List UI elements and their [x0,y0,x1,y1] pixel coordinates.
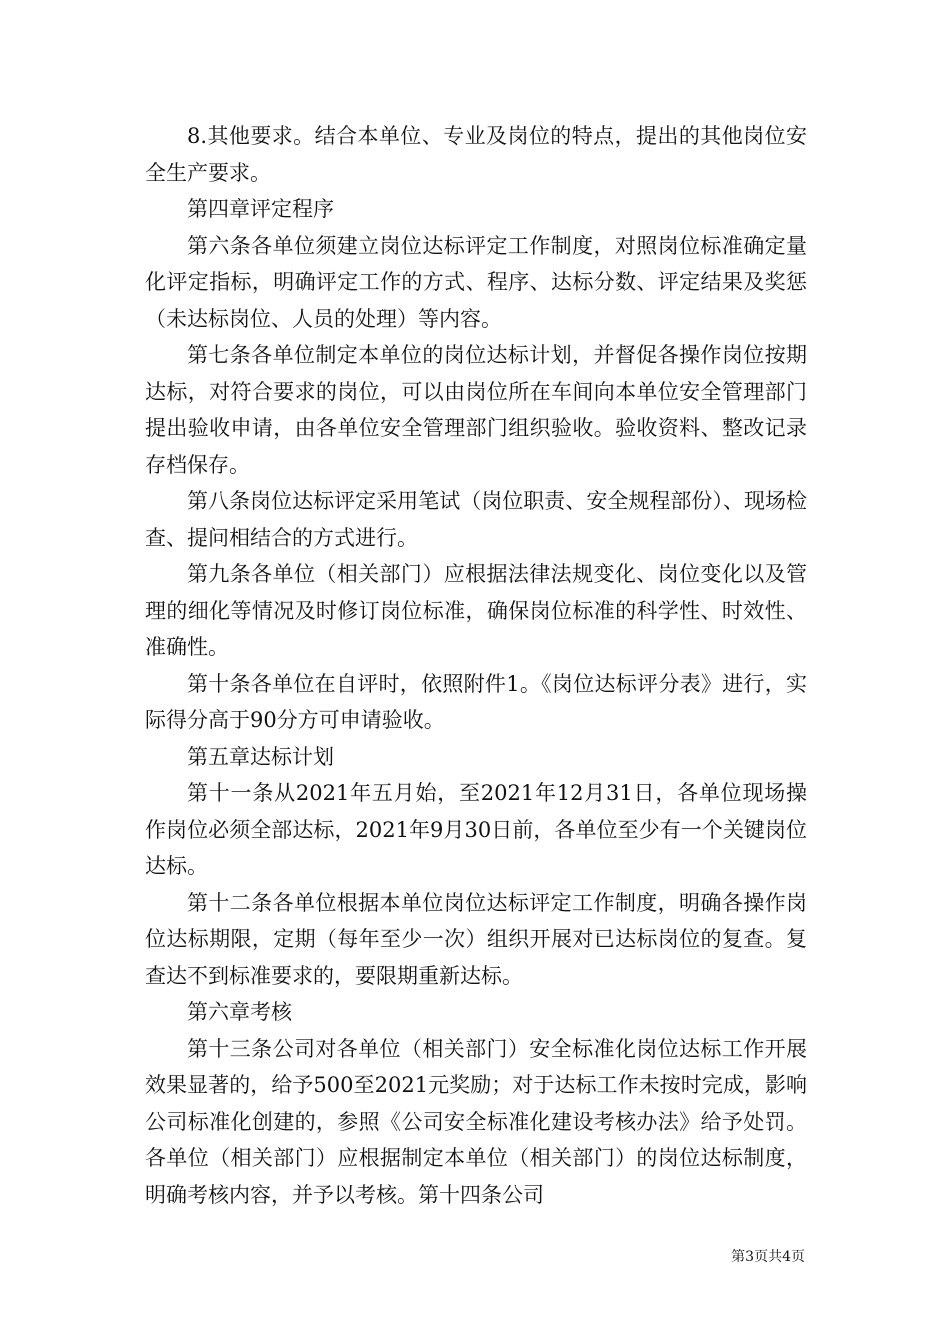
chapter-5-heading: 第五章达标计划 [187,744,334,769]
chapter-6-heading: 第六章考核 [187,1000,292,1024]
article-11-paragraph: 第十一条从2021年五月始，至2021年12月31日，各单位现场操作岗位必须全部达标，2021年9月30日前，各单位至少有一个关键岗位达标。 [145,781,807,878]
article-12-paragraph: 第十二条各单位根据本单位岗位达标评定工作制度，明确各操作岗位达标期限，定期（每年至少一次）组织开展对已达标岗位的复查。复查达不到标准要求的，要限期重新达标。 [145,890,807,988]
paragraph-other-requirements: 8.其他要求。结合本单位、专业及岗位的特点，提出的其他岗位安全生产要求。 [145,124,807,185]
article-7-paragraph: 第七条各单位制定本单位的岗位达标计划，并督促各操作岗位按期达标，对符合要求的岗位，可以由岗位所在车间向本单位安全管理部门提出验收申请，由各单位安全管理部门组织验收。验收资料、整改记录存档保存。 [145,343,807,477]
article-9-paragraph: 第九条各单位（相关部门）应根据法律法规变化、岗位变化以及管理的细化等情况及时修订岗位标准，确保岗位标准的科学性、时效性、准确性。 [145,562,807,659]
article-6-paragraph: 第六条各单位须建立岗位达标评定工作制度，对照岗位标准确定量化评定指标，明确评定工作的方式、程序、达标分数、评定结果及奖惩（未达标岗位、人员的处理）等内容。 [145,233,807,331]
article-13-paragraph: 第十三条公司对各单位（相关部门）安全标准化岗位达标工作开展效果显著的，给予500至2021元奖励；对于达标工作未按时完成，影响公司标准化创建的，参照《公司安全标准化建设考核办法》给予处罚。各单位（相关部门）应根据制定本单位（相关部门）的岗位达标制度，明确考核内容，并予以考核。第十四条公司 [145,1036,807,1207]
article-8-paragraph: 第八条岗位达标评定采用笔试（岗位职责、安全规程部份）、现场检查、提问相结合的方式进行。 [145,489,807,550]
article-10-paragraph: 第十条各单位在自评时，依照附件1。《岗位达标评分表》进行，实际得分高于90分方可申请验收。 [145,671,807,732]
page-number-footer: 第3页共4页 [731,1249,805,1265]
chapter-4-heading: 第四章评定程序 [187,197,334,221]
document-body [145,118,807,1213]
